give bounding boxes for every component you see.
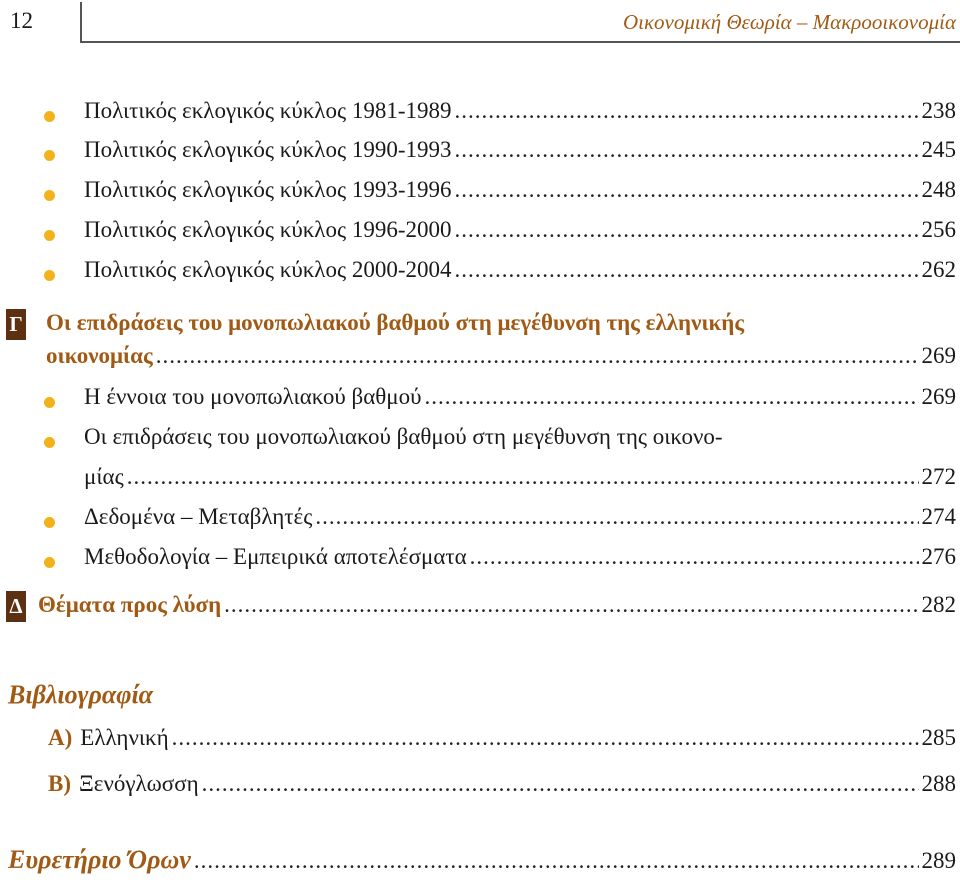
index-page: 289 (921, 848, 956, 873)
leader-dots (127, 464, 919, 490)
toc-entry-title: Πολιτικός εκλογικός κύκλος 1981-1989 (84, 98, 452, 123)
leader-dots (454, 217, 918, 243)
page-header (0, 0, 960, 44)
section-page: 269 (921, 343, 956, 368)
bullet-icon (44, 150, 55, 161)
toc-entry-title: Μεθοδολογία – Εμπειρικά αποτελέσματα (84, 544, 467, 569)
toc-entry-title: Πολιτικός εκλογικός κύκλος 2000-2004 (84, 257, 452, 282)
toc-entry[interactable] (84, 257, 956, 289)
leader-dots (425, 384, 919, 410)
section-title: Θέματα προς λύση (38, 592, 222, 617)
bullet-icon (44, 190, 55, 201)
running-title: Οικονομική Θεωρία – Μακροοικονομία (622, 10, 956, 34)
toc-entry[interactable] (84, 177, 956, 209)
leader-dots (454, 98, 918, 124)
toc-entry-page: 276 (921, 544, 956, 569)
bullet-icon (44, 270, 55, 281)
leader-dots (202, 771, 919, 797)
page-number: 12 (10, 8, 33, 33)
bullet-icon (44, 557, 55, 568)
bibliography-label: Α) (48, 725, 73, 750)
bullet-icon (44, 397, 55, 408)
toc-entry-title: Η έννοια του μονοπωλιακού βαθμού (84, 384, 422, 409)
bibliography-title-text: Ελληνική (80, 725, 169, 750)
section-page: 282 (921, 592, 956, 617)
header-divider-horizontal (80, 41, 960, 43)
toc-entry-page: 248 (921, 177, 956, 202)
index-title: Ευρετήριο Όρων (8, 845, 191, 874)
bibliography-page: 285 (921, 725, 956, 750)
bibliography-entry-title (48, 771, 199, 797)
header-divider-vertical (80, 2, 82, 42)
leader-dots (172, 725, 919, 751)
toc-entry[interactable] (84, 98, 956, 130)
toc-entry-page: 238 (921, 98, 956, 123)
bibliography-entry-greek[interactable] (48, 725, 956, 757)
bibliography-label: Β) (48, 771, 71, 796)
bibliography-entry-foreign[interactable] (48, 771, 956, 803)
toc-entry-title-line1[interactable]: Οι επιδράσεις του μονοπωλιακού βαθμού στη μεγέθυνση της οικονο- (84, 424, 723, 449)
toc-entry-page: 256 (921, 217, 956, 242)
toc-entry-page: 262 (921, 257, 956, 282)
toc-entry-title-line2: μίας (84, 464, 124, 489)
toc-entry[interactable] (84, 464, 956, 496)
leader-dots (454, 257, 918, 283)
section-entry-delta[interactable] (38, 592, 956, 624)
section-title-line1[interactable]: Οι επιδράσεις του μονοπωλιακού βαθμού στη μεγέθυνση της ελληνικής (46, 310, 745, 335)
bullet-icon (44, 230, 55, 241)
leader-dots (315, 504, 918, 530)
bibliography-heading[interactable]: Βιβλιογραφία (8, 680, 154, 709)
toc-entry-title: Πολιτικός εκλογικός κύκλος 1996-2000 (84, 217, 452, 242)
leader-dots (224, 592, 918, 618)
bibliography-title-text: Ξενόγλωσση (79, 771, 199, 796)
leader-dots (454, 177, 918, 203)
section-marker-delta: Δ (6, 591, 26, 622)
leader-dots (194, 848, 919, 874)
bullet-icon (44, 111, 55, 122)
toc-entry-page: 274 (921, 504, 956, 529)
section-title-line2: οικονομίας (46, 343, 153, 368)
toc-entry-title: Πολιτικός εκλογικός κύκλος 1993-1996 (84, 177, 452, 202)
leader-dots (470, 544, 919, 570)
index-entry[interactable] (8, 845, 956, 881)
bibliography-entry-title (48, 725, 169, 751)
section-marker-gamma: Γ (6, 309, 26, 340)
toc-entry-page: 269 (921, 384, 956, 409)
bullet-icon (44, 517, 55, 528)
toc-entry-title: Πολιτικός εκλογικός κύκλος 1990-1993 (84, 137, 452, 162)
toc-entry[interactable] (84, 504, 956, 536)
toc-entry[interactable] (84, 217, 956, 249)
bullet-icon (44, 437, 55, 448)
toc-entry[interactable] (84, 544, 956, 576)
toc-entry[interactable] (84, 384, 956, 416)
leader-dots (454, 137, 918, 163)
bibliography-page: 288 (921, 771, 956, 796)
toc-entry-page: 272 (921, 464, 956, 489)
toc-entry[interactable] (84, 137, 956, 169)
section-entry-gamma[interactable] (46, 343, 956, 375)
toc-entry-page: 245 (921, 137, 956, 162)
toc-entry-title: Δεδομένα – Μεταβλητές (84, 504, 313, 529)
leader-dots (156, 343, 919, 369)
